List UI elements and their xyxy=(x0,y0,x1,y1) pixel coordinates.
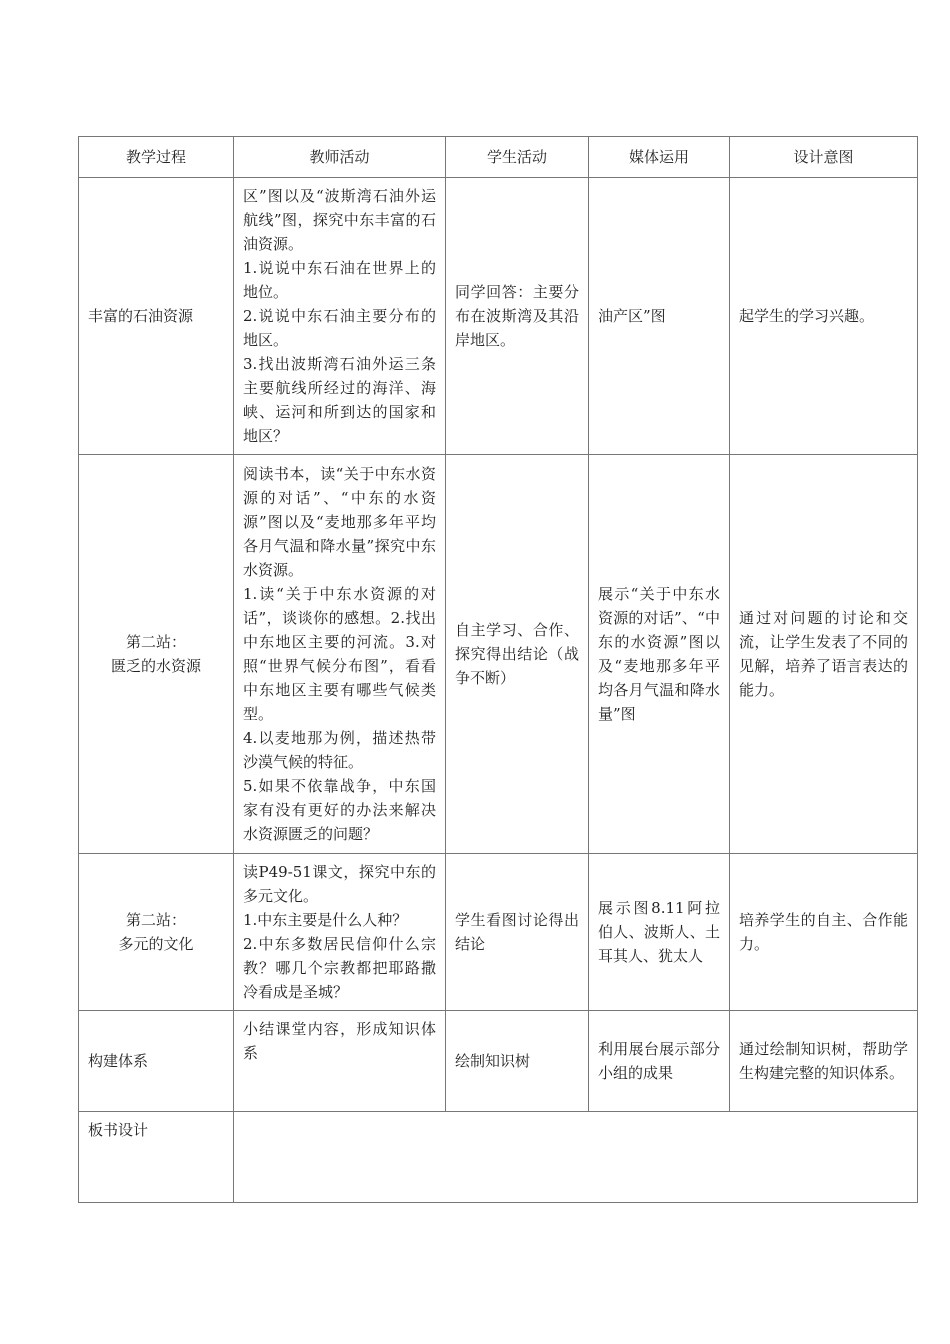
media-cell: 展示“关于中东水资源的对话”、“中东的水资源”图以及“麦地那多年平均各月气温和降水量”图 xyxy=(589,455,730,854)
board-design-content xyxy=(234,1112,918,1203)
intent-cell: 起学生的学习兴趣。 xyxy=(730,178,918,455)
intent-cell: 通过绘制知识树，帮助学生构建完整的知识体系。 xyxy=(730,1011,918,1112)
table-row xyxy=(79,178,918,455)
header-teacher: 教师活动 xyxy=(234,137,446,178)
teacher-text: 2.中东多数居民信仰什么宗教？哪几个宗教都把耶路撒冷看成是圣城？ xyxy=(243,935,436,1001)
process-cell xyxy=(79,455,234,854)
process-cell xyxy=(79,1011,234,1112)
student-cell: 学生看图讨论得出结论 xyxy=(446,854,589,1011)
student-cell: 自主学习、合作、探究得出结论（战争不断） xyxy=(446,455,589,854)
teacher-text: 2.说说中东石油主要分布的地区。 xyxy=(243,307,436,349)
teacher-text: 读P49-51课文，探究中东的多元文化。 xyxy=(243,863,436,905)
teacher-text: 1.中东主要是什么人种？ xyxy=(243,911,408,929)
table-row xyxy=(79,455,918,854)
process-label: 匮乏的水资源 xyxy=(110,657,201,675)
teacher-cell xyxy=(234,455,446,854)
process-cell xyxy=(79,854,234,1011)
process-label: 多元的文化 xyxy=(118,935,194,953)
media-cell: 利用展台展示部分小组的成果 xyxy=(589,1011,730,1112)
teacher-cell xyxy=(234,854,446,1011)
process-label: 构建体系 xyxy=(88,1052,149,1070)
process-label: 第二站： xyxy=(125,911,186,929)
table-row xyxy=(79,854,918,1011)
student-cell: 绘制知识树 xyxy=(446,1011,589,1112)
board-design-row xyxy=(79,1112,918,1203)
header-intent: 设计意图 xyxy=(730,137,918,178)
process-cell xyxy=(79,178,234,455)
teacher-text: 1.读“关于中东水资源的对话”，谈谈你的感想。2.找出中东地区主要的河流。3.对照“世界气候分布图”，看看中东地区主要有哪些气候类型。 xyxy=(243,585,436,723)
intent-cell: 通过对问题的讨论和交流，让学生发表了不同的见解，培养了语言表达的能力。 xyxy=(730,455,918,854)
table-row xyxy=(79,1011,918,1112)
process-label: 丰富的石油资源 xyxy=(88,307,194,325)
lesson-plan-table xyxy=(78,136,918,1203)
teacher-cell xyxy=(234,1011,446,1112)
teacher-text: 3.找出波斯湾石油外运三条主要航线所经过的海洋、海峡、运河和所到达的国家和地区？ xyxy=(243,355,436,445)
teacher-text: 5.如果不依靠战争，中东国家有没有更好的办法来解决水资源匮乏的问题？ xyxy=(243,777,436,843)
media-cell: 展示图8.11阿拉伯人、波斯人、土耳其人、犹太人 xyxy=(589,854,730,1011)
board-design-label: 板书设计 xyxy=(79,1112,234,1203)
media-cell: 油产区”图 xyxy=(589,178,730,455)
teacher-cell xyxy=(234,178,446,455)
header-process: 教学过程 xyxy=(79,137,234,178)
teacher-text: 区”图以及“波斯湾石油外运航线”图，探究中东丰富的石油资源。 xyxy=(243,187,436,253)
header-row xyxy=(79,137,918,178)
teacher-text: 小结课堂内容，形成知识体系 xyxy=(243,1020,436,1062)
header-media: 媒体运用 xyxy=(589,137,730,178)
intent-cell: 培养学生的自主、合作能力。 xyxy=(730,854,918,1011)
teacher-text: 1.说说中东石油在世界上的地位。 xyxy=(243,259,436,301)
teacher-text: 阅读书本，读“关于中东水资源的对话”、“中东的水资源”图以及“麦地那多年平均各月气温和降水量”探究中东水资源。 xyxy=(243,465,436,579)
teacher-text: 4.以麦地那为例，描述热带沙漠气候的特征。 xyxy=(243,729,436,771)
header-student: 学生活动 xyxy=(446,137,589,178)
process-label: 第二站： xyxy=(125,633,186,651)
student-cell: 同学回答：主要分布在波斯湾及其沿岸地区。 xyxy=(446,178,589,455)
